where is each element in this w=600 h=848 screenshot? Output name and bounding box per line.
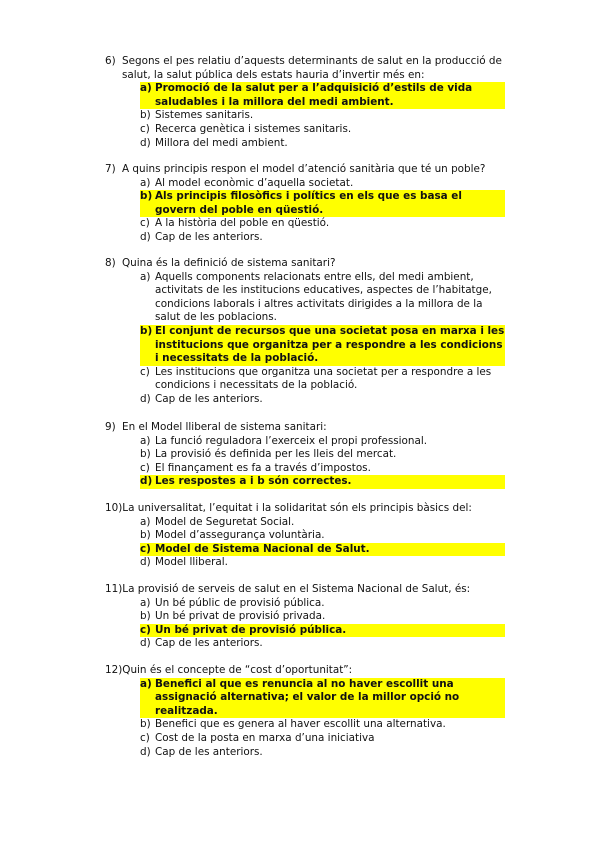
option-text: Recerca genètica i sistemes sanitaris. <box>155 122 352 135</box>
option-a <box>140 597 505 611</box>
option-letter: b) <box>140 718 151 731</box>
option-text: Aquells components relacionats entre ells, del medi ambient, activitats de les institucions educatives, aspectes de l’habitatge, condicions laborals i altres activitats dirigides a la millora de la salut de les poblacions. <box>155 270 492 324</box>
option-letter: c) <box>140 624 155 638</box>
option-letter: d) <box>140 637 151 650</box>
question-text: La universalitat, l’equitat i la solidaritat són els principis bàsics del: <box>122 502 472 514</box>
option-letter: d) <box>140 230 151 243</box>
option-letter: c) <box>140 217 150 230</box>
option-b <box>140 109 505 123</box>
option-c <box>140 462 505 476</box>
option-d <box>140 231 505 245</box>
question-text: Segons el pes relatiu d’aquests determinants de salut en la producció de salut, la salut pública dels estats hauria d’invertir més en: <box>122 55 502 81</box>
option-text: Un bé privat de provisió privada. <box>155 610 326 623</box>
option-letter: c) <box>140 365 150 378</box>
option-c <box>140 543 505 557</box>
question-12 <box>105 664 505 759</box>
option-text: Al model econòmic d’aquella societat. <box>155 176 354 189</box>
question-number: 6) <box>105 55 116 67</box>
option-c <box>140 624 505 638</box>
question-8 <box>105 257 505 407</box>
option-letter: a) <box>140 176 151 189</box>
question-text: Quin és el concepte de “cost d’oportunitat”: <box>122 664 353 676</box>
option-letter: d) <box>140 745 151 758</box>
option-text: Les respostes a i b són correctes. <box>155 475 505 489</box>
option-text: Model d’assegurança voluntària. <box>155 529 325 542</box>
option-text: La provisió és definida per les lleis del mercat. <box>155 448 397 461</box>
option-text: El conjunt de recursos que una societat posa en marxa i les institucions que organitza per a respondre a les condicions i necessitats de la població. <box>155 324 505 365</box>
option-d <box>140 137 505 151</box>
option-b <box>140 190 505 217</box>
question-text: A quins principis respon el model d’atenció sanitària que té un poble? <box>122 163 486 175</box>
question-number: 11) <box>105 583 123 595</box>
option-letter: d) <box>140 136 151 149</box>
option-b <box>140 448 505 462</box>
option-text: La funció reguladora l’exerceix el propi professional. <box>155 434 428 447</box>
option-a <box>140 516 505 530</box>
option-letter: d) <box>140 475 155 489</box>
question-7 <box>105 163 505 245</box>
option-text: Cap de les anteriors. <box>155 230 263 243</box>
option-text: Benefici al que es renuncia al no haver escollit una assignació alternativa; el valor de la millor opció no realitzada. <box>155 678 505 719</box>
option-text: A la història del poble en qüestió. <box>155 217 330 230</box>
option-letter: c) <box>140 122 150 135</box>
option-d <box>140 746 505 760</box>
option-b <box>140 325 505 366</box>
option-letter: d) <box>140 556 151 569</box>
option-text: Les institucions que organitza una societat per a respondre a les condicions i necessitats de la població. <box>155 365 492 392</box>
question-number: 7) <box>105 163 116 175</box>
option-text: Millora del medi ambient. <box>155 136 288 149</box>
option-letter: b) <box>140 109 151 122</box>
option-letter: b) <box>140 610 151 623</box>
option-text: Cost de la posta en marxa d’una iniciativa <box>155 731 375 744</box>
question-number: 12) <box>105 664 123 676</box>
option-text: Model de Sistema Nacional de Salut. <box>155 543 505 557</box>
option-text: Un bé privat de provisió pública. <box>155 624 505 638</box>
question-6 <box>105 55 505 150</box>
option-text: Model lliberal. <box>155 556 228 569</box>
option-a <box>140 271 505 325</box>
option-text: Un bé públic de provisió pública. <box>155 596 325 609</box>
option-text: Als principis filosòfics i polítics en els que es basa el govern del poble en qüestió. <box>155 190 505 217</box>
option-letter: b) <box>140 190 155 217</box>
option-b <box>140 610 505 624</box>
option-letter: a) <box>140 270 151 283</box>
option-text: Benefici que es genera al haver escollit una alternativa. <box>155 718 446 731</box>
option-b <box>140 529 505 543</box>
option-a <box>140 177 505 191</box>
option-c <box>140 732 505 746</box>
option-d <box>140 393 505 407</box>
option-text: Cap de les anteriors. <box>155 637 263 650</box>
option-d <box>140 475 505 489</box>
option-letter: b) <box>140 448 151 461</box>
question-number: 9) <box>105 421 116 433</box>
option-b <box>140 718 505 732</box>
question-9 <box>105 421 505 489</box>
option-text: Sistemes sanitaris. <box>155 109 254 122</box>
question-11 <box>105 583 505 651</box>
option-letter: c) <box>140 461 150 474</box>
question-number: 8) <box>105 257 116 269</box>
option-a <box>140 435 505 449</box>
question-text: Quina és la definició de sistema sanitari? <box>122 257 336 269</box>
option-letter: b) <box>140 325 155 366</box>
option-letter: a) <box>140 596 151 609</box>
question-text: La provisió de serveis de salut en el Sistema Nacional de Salut, és: <box>122 583 471 595</box>
option-text: Cap de les anteriors. <box>155 392 263 405</box>
option-d <box>140 637 505 651</box>
option-text: Model de Seguretat Social. <box>155 515 295 528</box>
option-c <box>140 217 505 231</box>
option-letter: a) <box>140 678 155 719</box>
question-10 <box>105 502 505 570</box>
option-c <box>140 366 505 393</box>
option-letter: d) <box>140 392 151 405</box>
option-letter: a) <box>140 515 151 528</box>
option-a <box>140 82 505 109</box>
option-text: Promoció de la salut per a l’adquisició d’estils de vida saludables i la millora del medi ambient. <box>155 82 505 109</box>
option-letter: c) <box>140 731 150 744</box>
option-c <box>140 123 505 137</box>
option-letter: c) <box>140 543 155 557</box>
question-text: En el Model lliberal de sistema sanitari: <box>122 421 327 433</box>
question-number: 10) <box>105 502 123 514</box>
option-letter: b) <box>140 529 151 542</box>
option-letter: a) <box>140 434 151 447</box>
option-text: Cap de les anteriors. <box>155 745 263 758</box>
option-letter: a) <box>140 82 155 109</box>
option-a <box>140 678 505 719</box>
option-d <box>140 556 505 570</box>
option-text: El finançament es fa a través d’impostos. <box>155 461 371 474</box>
